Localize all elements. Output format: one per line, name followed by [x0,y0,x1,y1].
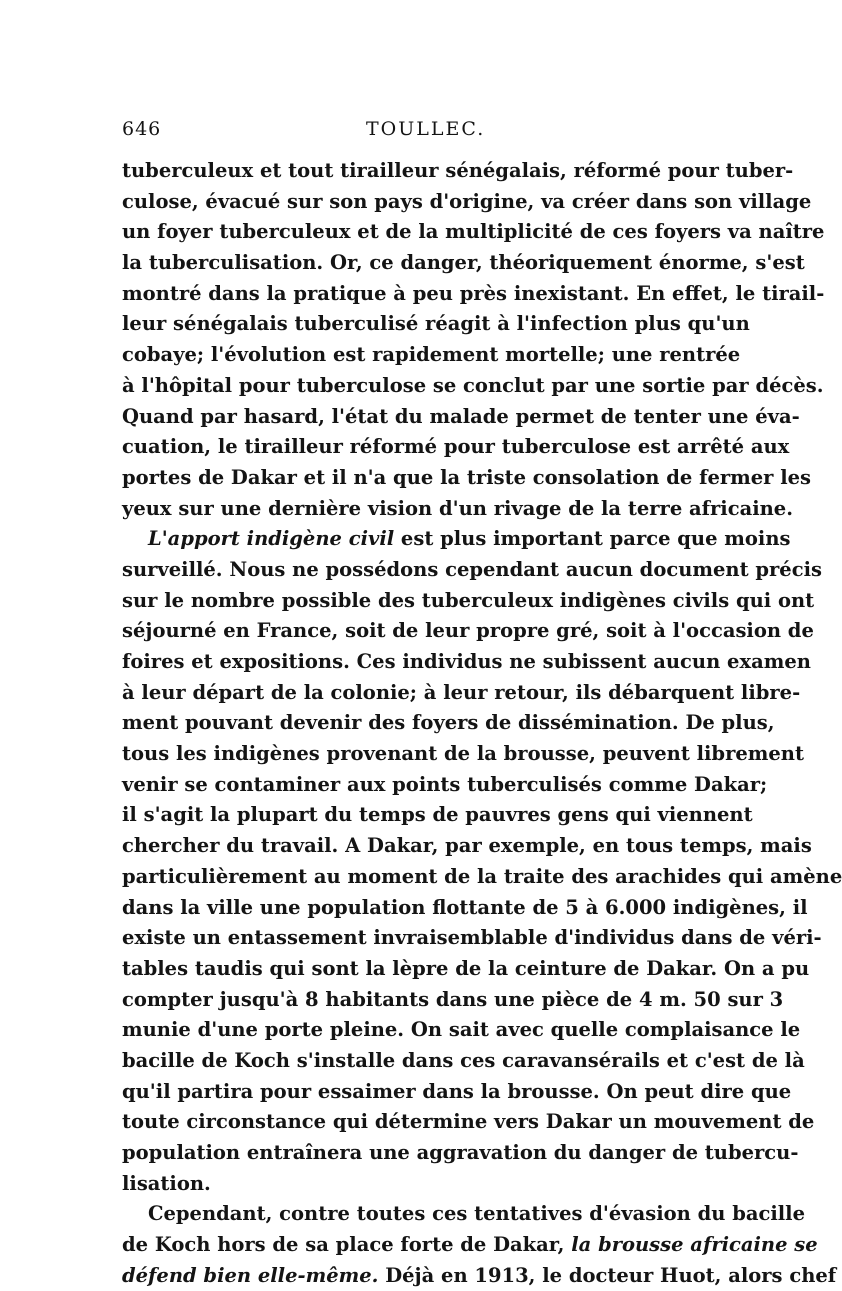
italic-phrase: défend bien elle-même. [122,1263,379,1287]
text-line: cuation, le tirailleur réformé pour tuberculose est arrêté aux [122,435,790,459]
text-line: Cependant, contre toutes ces tentatives d'évasion du bacille [148,1202,805,1226]
text-line: il s'agit la plupart du temps de pauvres gens qui viennent [122,803,753,827]
text-line: ment pouvant devenir des foyers de dissémination. De plus, [122,711,775,735]
running-title: TOULLEC. [366,118,486,140]
text-line: population entraînera une aggravation du danger de tubercu- [122,1141,799,1164]
text-line: tables taudis qui sont la lèpre de la ceinture de Dakar. On a pu [122,956,810,980]
text-line: toute circonstance qui détermine vers Dakar un mouvement de [122,1110,815,1134]
text-line: à leur départ de la colonie; à leur retour, ils débarquent libre- [122,680,801,704]
text-span: de Koch hors de sa place forte de Dakar, [122,1233,572,1257]
text-line: tous les indigènes provenant de la brousse, peuvent librement [122,742,804,766]
text-line: culose, évacué sur son pays d'origine, va créer dans son village [122,189,812,213]
text-line: séjourné en France, soit de leur propre gré, soit à l'occasion de [122,619,814,643]
italic-phrase: la brousse africaine se [571,1233,818,1257]
text-line: foires et expositions. Ces individus ne subissent aucun examen [122,650,811,673]
italic-phrase: L'apport indigène civil [148,527,395,551]
text-line: tuberculeux et tout tirailleur sénégalais, réformé pour tuber- [122,159,794,182]
running-head [122,118,682,142]
text-span: Déjà en 1913, le docteur Huot, alors chef [378,1263,837,1287]
text-line: à l'hôpital pour tuberculose se conclut par une sortie par décès. [122,373,824,397]
text-line: bacille de Koch s'installe dans ces caravansérails et c'est de là [122,1048,805,1072]
text-line: la tuberculisation. Or, ce danger, théoriquement énorme, s'est [122,251,805,275]
text-line: dans la ville une population flottante de 5 à 6.000 indigènes, il [122,895,808,919]
text-line: un foyer tuberculeux et de la multiplicité de ces foyers va naître [122,220,825,244]
body-text [122,156,842,1291]
text-line: sur le nombre possible des tuberculeux indigènes civils qui ont [122,588,815,612]
text-line: surveillé. Nous ne possédons cependant aucun document précis [122,557,822,581]
text-line: yeux sur une dernière vision d'un rivage de la terre africaine. [122,496,794,520]
text-line: venir se contaminer aux points tuberculisés comme Dakar; [122,772,768,796]
text-line: munie d'une porte pleine. On sait avec quelle complaisance le [122,1018,801,1042]
text-line: leur sénégalais tuberculisé réagit à l'infection plus qu'un [122,312,750,336]
text-line: qu'il partira pour essaimer dans la brousse. On peut dire que [122,1079,792,1103]
text-line [122,1230,818,1261]
text-span: est plus important parce que moins [394,527,791,551]
text-line: cobaye; l'évolution est rapidement mortelle; une rentrée [122,343,741,367]
text-line: Quand par hasard, l'état du malade permet de tenter une éva- [122,404,800,428]
text-line: chercher du travail. A Dakar, par exemple, en tous temps, mais [122,834,812,858]
text-line: particulièrement au moment de la traite des arachides qui amène [122,864,842,888]
text-line: lisation. [122,1171,211,1195]
text-line: existe un entassement invraisemblable d'individus dans de véri- [122,926,822,950]
page-number: 646 [122,118,162,140]
text-line: compter jusqu'à 8 habitants dans une pièce de 4 m. 50 sur 3 [122,987,784,1011]
text-line [122,524,791,555]
text-line [122,1261,837,1291]
text-line: montré dans la pratique à peu près inexistant. En effet, le tirail- [122,281,825,305]
text-line: portes de Dakar et il n'a que la triste consolation de fermer les [122,465,812,489]
